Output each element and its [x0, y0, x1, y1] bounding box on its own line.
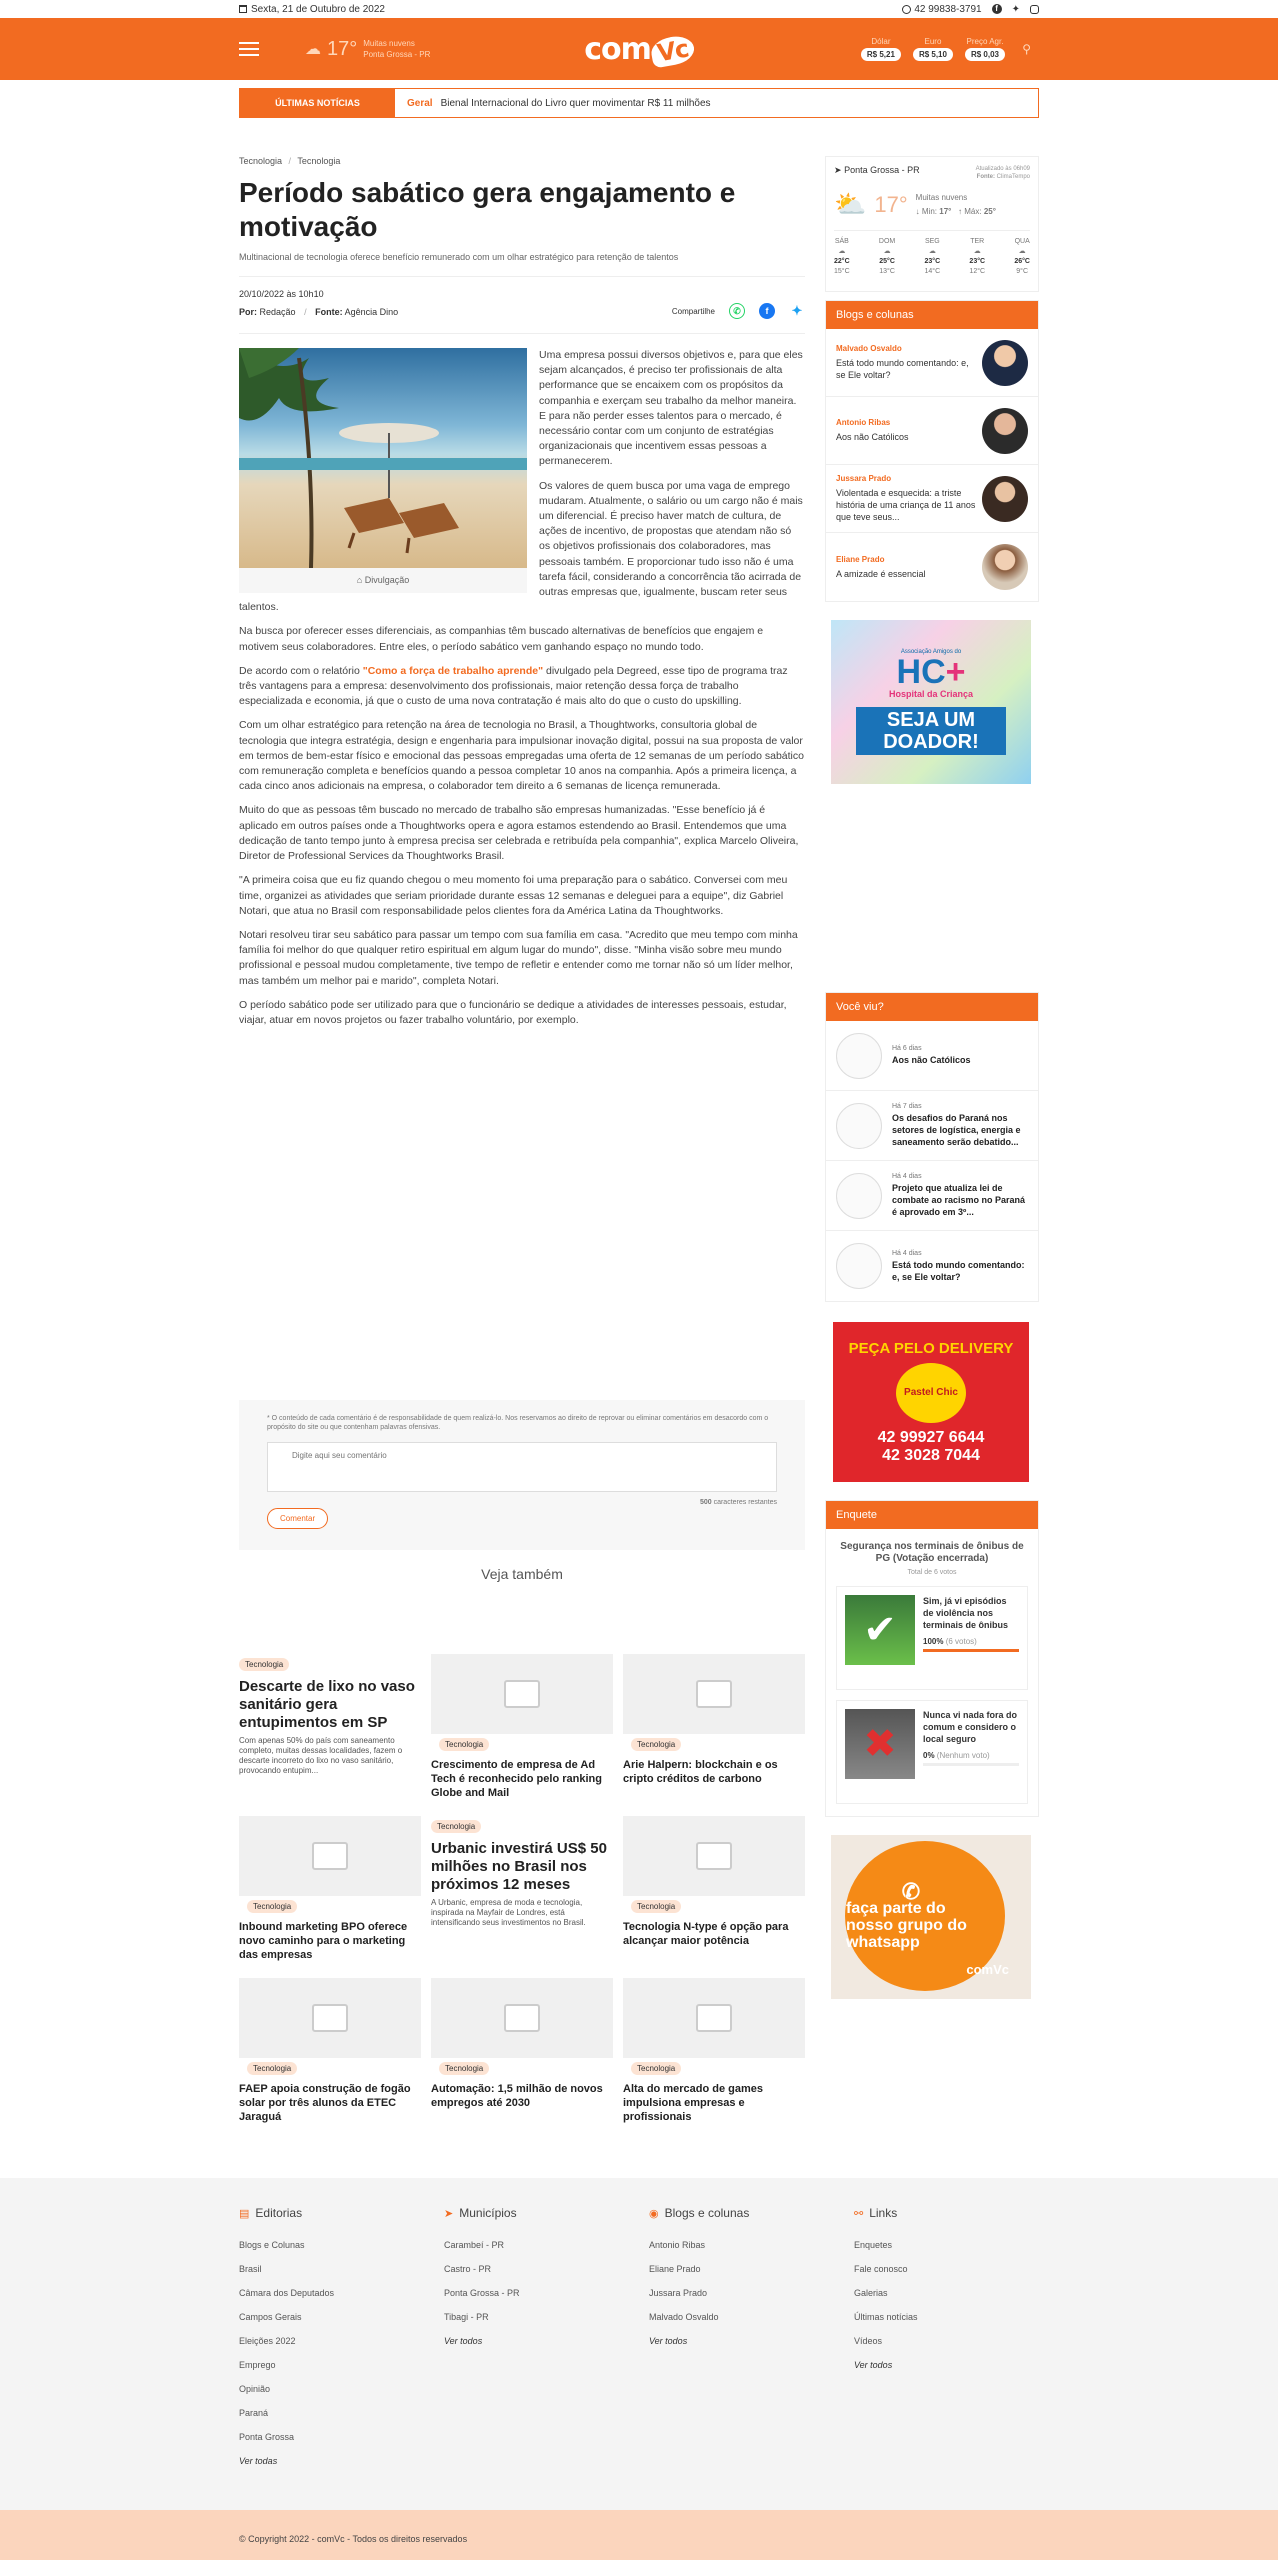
- footer-link[interactable]: Vídeos: [854, 2336, 883, 2346]
- image-icon: [504, 1680, 540, 1708]
- footer-column: ⚯ Links Enquetes Fale conosco Galerias Últimas notícias Vídeos Ver todos: [854, 2206, 1039, 2480]
- phone-number[interactable]: 42 99838-3791: [902, 4, 981, 15]
- footer-link[interactable]: Galerias: [854, 2288, 888, 2298]
- poll-bar-fill: [923, 1649, 1019, 1652]
- news-card[interactable]: [623, 1816, 805, 1948]
- footer-link[interactable]: Carambeí - PR: [444, 2240, 505, 2250]
- whatsapp-share-icon[interactable]: ✆: [729, 303, 745, 319]
- footer-link[interactable]: Campos Gerais: [239, 2312, 302, 2322]
- image-caption: ⌂ Divulgação: [239, 568, 527, 593]
- news-card[interactable]: [431, 1978, 613, 2110]
- cloud-icon: ☁: [973, 248, 981, 255]
- footer-link[interactable]: Enquetes: [854, 2240, 893, 2250]
- comment-button[interactable]: Comentar: [267, 1508, 328, 1529]
- voce-viu-item[interactable]: Há 7 dias Os desafios do Paraná nos setores de logística, energia e saneamento serão debatido...: [826, 1091, 1038, 1161]
- breaking-news-bar: [239, 88, 1039, 118]
- footer-link[interactable]: Brasil: [239, 2264, 262, 2274]
- footer-more-link[interactable]: Ver todas: [239, 2456, 278, 2466]
- top-bar: [0, 0, 1278, 18]
- quote-agr: Preço Agr. R$ 0,03: [966, 37, 1004, 59]
- avatar: [982, 544, 1028, 590]
- facebook-share-icon[interactable]: f: [759, 303, 775, 319]
- forecast-day: SÁB ☁ 22°C 15°C: [834, 238, 850, 275]
- sidebar: [825, 156, 1039, 1999]
- avatar: [982, 340, 1028, 386]
- footer-link[interactable]: Antonio Ribas: [649, 2240, 706, 2250]
- category-badge[interactable]: Tecnologia: [431, 1820, 481, 1833]
- see-also-title: Veja também: [481, 1566, 563, 1582]
- poll-bar: [923, 1763, 1019, 1766]
- char-counter: 500 caracteres restantes: [699, 1499, 777, 1506]
- card-description: A Urbanic, empresa de moda e tecnologia, inspirada na Mayfair de Londres, está intensificando seus investimentos no Brasil.: [431, 1898, 586, 1927]
- footer-link[interactable]: Últimas notícias: [854, 2312, 918, 2322]
- card-title[interactable]: Inbound marketing BPO oferece novo caminho para o marketing das empresas: [239, 1921, 408, 1961]
- news-card[interactable]: [431, 1816, 613, 1928]
- avatar: [982, 476, 1028, 522]
- whatsapp-group-banner[interactable]: ✆ faça parte do nosso grupo do whatsapp comVc: [831, 1835, 1031, 1999]
- quote-euro: Euro R$ 5,10: [913, 37, 953, 61]
- cloud-icon: ☁: [838, 248, 846, 255]
- site-footer: [0, 2178, 1278, 2510]
- comments-section: [239, 1400, 805, 1550]
- blogs-title: Blogs e colunas: [826, 301, 1038, 329]
- paragraph: Notari resolveu tirar seu sabático para passar um tempo com sua família em casa. "Acredito que meu tempo com minha família foi melhor do que qualquer retiro espiritual em algum lugar do mundo", disse. "Minha visão sobre meu mundo profissional e pessoal mudou completamente, tive tempo de refletir e entender como me tornar não só um líder melhor, mas também um melhor pai e marido", completa Notari.: [239, 928, 798, 987]
- news-card[interactable]: [623, 1978, 805, 2124]
- twitter-share-icon[interactable]: ✦: [791, 303, 803, 318]
- image-icon: [696, 2004, 732, 2032]
- footer-link[interactable]: Opinião: [239, 2384, 271, 2394]
- footer-link[interactable]: Castro - PR: [444, 2264, 492, 2274]
- blog-item[interactable]: Antonio Ribas Aos não Católicos: [826, 397, 1038, 465]
- image-icon: [312, 1842, 348, 1870]
- blog-item[interactable]: Eliane Prado A amizade é essencial: [826, 533, 1038, 601]
- image-icon: [312, 2004, 348, 2032]
- paragraph: Na busca por oferecer esses diferenciais, as companhias têm buscado alternativas de benefícios que engajem e motivem seus colaboradores. Entre eles, o período sabático vem ganhando espaço no mundo todo.: [239, 625, 764, 653]
- card-title[interactable]: Urbanic investirá US$ 50 milhões no Brasil nos próximos 12 meses: [431, 1840, 607, 1893]
- footer-link[interactable]: Tibagi - PR: [444, 2312, 489, 2322]
- search-icon[interactable]: ⚲: [1022, 42, 1031, 56]
- poll-option[interactable]: ✖ Nunca vi nada fora do comum e considero o local seguro 0% (Nenhum voto): [836, 1700, 1028, 1804]
- poll-total: Total de 6 votos: [907, 1569, 957, 1576]
- beach-photo[interactable]: [239, 348, 527, 568]
- header-temp: 17°: [327, 37, 358, 60]
- footer-link[interactable]: Malvado Osvaldo: [649, 2312, 719, 2322]
- quote-dolar: Dólar R$ 5,21: [861, 37, 901, 61]
- footer-more-link[interactable]: Ver todos: [444, 2336, 483, 2346]
- category-badge[interactable]: Tecnologia: [439, 1738, 489, 1751]
- news-card[interactable]: [239, 1654, 421, 1776]
- menu-icon[interactable]: [239, 42, 259, 56]
- copyright-text: © Copyright 2022 - comVc - Todos os direitos reservados: [239, 2534, 468, 2544]
- forecast-day: SEG ☁ 23°C 14°C: [924, 238, 941, 275]
- paragraph: "A primeira coisa que eu fiz quando chegou o meu momento foi uma preparação para o sabático. Conversei com meu time, organizei as atividades que seriam prioridade durante essas 12 semanas e deleguei para a equipe", diz Gabriel Notari, que atua no Brasil com responsabilidade pelos clientes fora da América Latina da Thoughtworks.: [239, 874, 788, 917]
- site-header: [0, 18, 1278, 80]
- footer-link[interactable]: Ponta Grossa: [239, 2432, 295, 2442]
- voce-viu-item[interactable]: Há 6 dias Aos não Católicos: [826, 1021, 1038, 1091]
- footer-link[interactable]: Blogs e Colunas: [239, 2240, 305, 2250]
- paragraph: Com um olhar estratégico para retenção na área de tecnologia no Brasil, a Thoughtworks, consultoria global de tecnologia que integra estratégia, design e engenharia para impulsionar inovação digital, possui na sua proposta de valor em termos de bem-estar físico e emocional das pessoas empregadas uma oferta de 12 semanas de um período sabático com remuneração completa e benefícios quando a pessoa completar 10 anos na companhia. Após a primeira licença, a cada cinco anos adicionais na empresa, o colaborador tem direito a 6 semanas de licença remunerada.: [239, 719, 804, 793]
- paragraph: Os valores de quem busca por uma vaga de emprego mudaram. Atualmente, o salário ou um cargo não é mais um diferencial. É preciso haver match de cultura, de ações de incentivo, de propostas que atendam não só os objetivos profissionais dos colaboradores, mas pessoais também. E proporcionar tudo isso não é uma tarefa fácil, considerando a concorrência tão acirrada de outras empresas que, igualmente, buscam reter seus talentos.: [239, 479, 803, 614]
- article-body: [239, 348, 805, 1028]
- comment-input[interactable]: [267, 1442, 777, 1492]
- poll-option[interactable]: ✔ Sim, já vi episódios de violência nos terminais de ônibus 100% (6 votos): [836, 1586, 1028, 1690]
- breaking-headline[interactable]: Bienal Internacional do Livro quer movimentar R$ 11 milhões: [440, 97, 711, 109]
- newspaper-icon: ▤: [239, 2207, 250, 2220]
- image-icon: [696, 1680, 732, 1708]
- voce-viu-item[interactable]: Há 4 dias Projeto que atualiza lei de combate ao racismo no Paraná é aprovado em 3º...: [826, 1161, 1038, 1231]
- article-subtitle: Multinacional de tecnologia oferece benefício remunerado com um olhar estratégico para retenção de talentos: [239, 252, 805, 277]
- footer-more-link[interactable]: Ver todos: [649, 2336, 688, 2346]
- category-badge[interactable]: Tecnologia: [247, 2062, 297, 2075]
- blog-icon: ◉: [649, 2207, 659, 2220]
- breadcrumb-item[interactable]: Tecnologia: [239, 156, 283, 166]
- voce-viu-item[interactable]: Há 4 dias Está todo mundo comentando: e, se Ele voltar?: [826, 1231, 1038, 1301]
- paragraph: Muito do que as pessoas têm buscado no mercado de trabalho são empresas humanizadas. "Esse benefício já é aplicado em outros países onde a Thoughtworks opera e agora estamos estendendo ao Brasil. Entendemos que uma dedicação de tanto tempo junto à empresa precisa ser celebrada e retribuída pela companhia", explica Marcelo Oliveira, Diretor de Professional Services da Thoughtworks Brasil.: [239, 804, 799, 863]
- news-card[interactable]: [431, 1654, 613, 1800]
- category-badge[interactable]: Tecnologia: [631, 1738, 681, 1751]
- image-placeholder: [623, 1816, 805, 1896]
- paragraph: Uma empresa possui diversos objetivos e, para que eles sejam alcançados, é preciso ter profissionais de alta performance que se encaixem com os propósitos da companhia e exerçam seu trabalho da melhor maneira. E para não perder esses talentos para o mercado, é necessário contar com um conjunto de estratégias organizacionais que incentivem essas pessoas a permanecerem.: [539, 349, 803, 468]
- article-date: 20/10/2022 às 10h10: [239, 289, 324, 299]
- navigation-icon: ➤: [834, 165, 842, 175]
- footer-more-link[interactable]: Ver todos: [854, 2360, 893, 2370]
- cloud-icon: ☁: [883, 248, 891, 255]
- weather-city: ➤ Ponta Grossa - PR: [834, 165, 920, 175]
- card-title[interactable]: Tecnologia N-type é opção para alcançar maior potência: [623, 1921, 789, 1947]
- voce-viu-title: Você viu?: [826, 993, 1038, 1021]
- x-mark-icon: ✖: [845, 1709, 915, 1779]
- news-card[interactable]: [239, 1978, 421, 2124]
- poll-title: Enquete: [826, 1501, 1038, 1529]
- weather-widget: ➤ Ponta Grossa - PR Atualizado às 06h09 Fonte: ClimaTempo ⛅ 17° Muitas nuvens ↓ Min: 17° ↑ Máx: 25° SÁB ☁ 22°C 15°C DOM ☁ 25°C 13°C SEG ☁ 23°C 14°C TER ☁ 23°C 12°C QUA ☁ 26°C 9°C: [825, 156, 1039, 292]
- breaking-category[interactable]: Geral: [407, 97, 433, 109]
- footer-link[interactable]: Eliane Prado: [649, 2264, 701, 2274]
- image-placeholder: [239, 1978, 421, 2058]
- check-icon: ✔: [845, 1595, 915, 1665]
- copyright-bar: [0, 2510, 1278, 2560]
- blog-item[interactable]: Malvado Osvaldo Está todo mundo comentando: e, se Ele voltar?: [826, 329, 1038, 397]
- category-badge[interactable]: Tecnologia: [439, 2062, 489, 2075]
- category-badge[interactable]: Tecnologia: [239, 1658, 289, 1671]
- image-icon: [504, 2004, 540, 2032]
- image-placeholder: [239, 1816, 421, 1896]
- footer-link[interactable]: Emprego: [239, 2360, 276, 2370]
- article-column: [239, 156, 805, 1037]
- footer-column: ◉ Blogs e colunas Antonio Ribas Eliane Prado Jussara Prado Malvado Osvaldo Ver todos: [649, 2206, 854, 2480]
- category-badge[interactable]: Tecnologia: [631, 2062, 681, 2075]
- cloud-icon: ☁: [1018, 248, 1026, 255]
- thumbnail: [836, 1173, 882, 1219]
- share-bar: Compartilhe ✆ f ✦: [672, 303, 805, 319]
- breaking-tag: ÚLTIMAS NOTÍCIAS: [240, 89, 395, 117]
- footer-column: ▤ Editorias Blogs e Colunas Brasil Câmara dos Deputados Campos Gerais Eleições 2022 Emprego Opinião Paraná Ponta Grossa Ver todas: [239, 2206, 444, 2480]
- currency-quotes: [861, 37, 1005, 61]
- footer-link[interactable]: Paraná: [239, 2408, 269, 2418]
- forecast-day: TER ☁ 23°C 12°C: [969, 238, 986, 275]
- breadcrumb-item[interactable]: Tecnologia: [297, 156, 341, 166]
- cloud-icon: ☁: [928, 248, 936, 255]
- image-placeholder: [623, 1654, 805, 1734]
- forecast-day: DOM ☁ 25°C 13°C: [878, 238, 896, 275]
- image-placeholder: [431, 1654, 613, 1734]
- thumbnail: [836, 1103, 882, 1149]
- category-badge[interactable]: Tecnologia: [631, 1900, 681, 1913]
- news-card[interactable]: [239, 1816, 421, 1962]
- calendar-icon: [239, 5, 247, 13]
- poll-bar: [923, 1649, 1019, 1652]
- current-date: Sexta, 21 de Outubro de 2022: [239, 4, 385, 15]
- instagram-icon[interactable]: [1030, 5, 1039, 14]
- comments-note: * O conteúdo de cada comentário é de responsabilidade de quem realizá-lo. Nos reservamos ao direito de reprovar ou eliminar comentários em desacordo com o propósito do site ou que contenham palavras ofensivas.: [267, 1415, 769, 1431]
- poll-box: [825, 1500, 1039, 1817]
- forecast-day: QUA ☁ 26°C 9°C: [1014, 238, 1030, 275]
- weather-temp: 17°: [874, 191, 908, 217]
- footer-link[interactable]: Jussara Prado: [649, 2288, 708, 2298]
- footer-link[interactable]: Ponta Grossa - PR: [444, 2288, 520, 2298]
- cloud-sun-icon: ⛅: [834, 189, 867, 219]
- camera-icon: ⌂: [356, 575, 363, 585]
- card-description: Com apenas 50% do país com saneamento completo, muitas dessas localidades, fazem o descarte incorreto do lixo no vaso sanitário, provocando entupim...: [239, 1736, 403, 1775]
- twitter-icon[interactable]: ✦: [1011, 3, 1020, 15]
- hospital-ad-banner[interactable]: Associação Amigos do HC+ Hospital da Criança SEJA UM DOADOR!: [831, 620, 1031, 784]
- image-placeholder: [623, 1978, 805, 2058]
- card-title[interactable]: Arie Halpern: blockchain e os cripto créditos de carbono: [623, 1759, 778, 1785]
- avatar: [982, 408, 1028, 454]
- thumbnail: [836, 1033, 882, 1079]
- news-card[interactable]: [623, 1654, 805, 1786]
- header-weather[interactable]: ☁ 17° Muitas nuvens Ponta Grossa - PR: [305, 37, 431, 60]
- footer-link[interactable]: Fale conosco: [854, 2264, 908, 2274]
- delivery-ad-banner[interactable]: PEÇA PELO DELIVERY Pastel Chic 42 99927 6644 42 3028 7044: [831, 1320, 1031, 1484]
- article-meta: [239, 289, 805, 334]
- image-placeholder: [431, 1978, 613, 2058]
- poll-question: Segurança nos terminais de ônibus de PG (Votação encerrada): [840, 1541, 1024, 1564]
- link-icon: ⚯: [854, 2207, 864, 2220]
- breadcrumb: Tecnologia / Tecnologia: [239, 156, 341, 166]
- weather-forecast: [834, 230, 1030, 277]
- whatsapp-icon: [902, 5, 911, 14]
- card-title[interactable]: Automação: 1,5 milhão de novos empregos até 2030: [431, 2083, 603, 2109]
- footer-link[interactable]: Câmara dos Deputados: [239, 2288, 335, 2298]
- card-title[interactable]: Crescimento de empresa de Ad Tech é reconhecido pelo ranking Globe and Mail: [431, 1759, 602, 1799]
- thumbnail: [836, 1243, 882, 1289]
- facebook-icon[interactable]: f: [992, 4, 1002, 14]
- image-icon: [696, 1842, 732, 1870]
- cloud-sun-icon: ☁: [305, 41, 321, 58]
- whatsapp-icon: ✆: [901, 1879, 921, 1904]
- weather-updated: Atualizado às 06h09 Fonte: ClimaTempo: [975, 166, 1030, 180]
- article-title: Período sabático gera engajamento e motivação: [239, 177, 736, 242]
- card-title[interactable]: Descarte de lixo no vaso sanitário gera entupimentos em SP: [239, 1678, 415, 1731]
- footer-link[interactable]: Eleições 2022: [239, 2336, 296, 2346]
- article-byline: Por: Redação / Fonte: Agência Dino: [239, 307, 399, 317]
- card-title[interactable]: Alta do mercado de games impulsiona empresas e profissionais: [623, 2083, 763, 2123]
- blogs-box: [825, 300, 1039, 602]
- report-link[interactable]: "Como a força de trabalho aprende": [362, 664, 544, 677]
- footer-column: ➤ Municípios Carambeí - PR Castro - PR Ponta Grossa - PR Tibagi - PR Ver todos: [444, 2206, 649, 2480]
- category-badge[interactable]: Tecnologia: [247, 1900, 297, 1913]
- article-figure: [239, 348, 527, 593]
- card-title[interactable]: FAEP apoia construção de fogão solar por três alunos da ETEC Jaraguá: [239, 2083, 411, 2123]
- navigation-icon: ➤: [444, 2207, 454, 2220]
- site-logo[interactable]: com Vc: [584, 32, 693, 67]
- blog-item[interactable]: Jussara Prado Violentada e esquecida: a triste história de uma criança de 11 anos que teve seus...: [826, 465, 1038, 533]
- voce-viu-box: [825, 992, 1039, 1302]
- paragraph: De acordo com o relatório "Como a força de trabalho aprende" divulgado pela Degreed, esse tipo de programa traz três vantagens para a empresa: desenvolvimento dos profissionais, maior retenção dessa força de trabalho especializada e economia, já que o custo de uma nova contratação é mais alto do que o custo do upskilling.: [239, 664, 788, 708]
- paragraph: O período sabático pode ser utilizado para que o funcionário se dedique a atividades de interesses pessoais, estudar, viajar, atuar em novos projetos ou fazer trabalho voluntário, por exemplo.: [239, 998, 787, 1026]
